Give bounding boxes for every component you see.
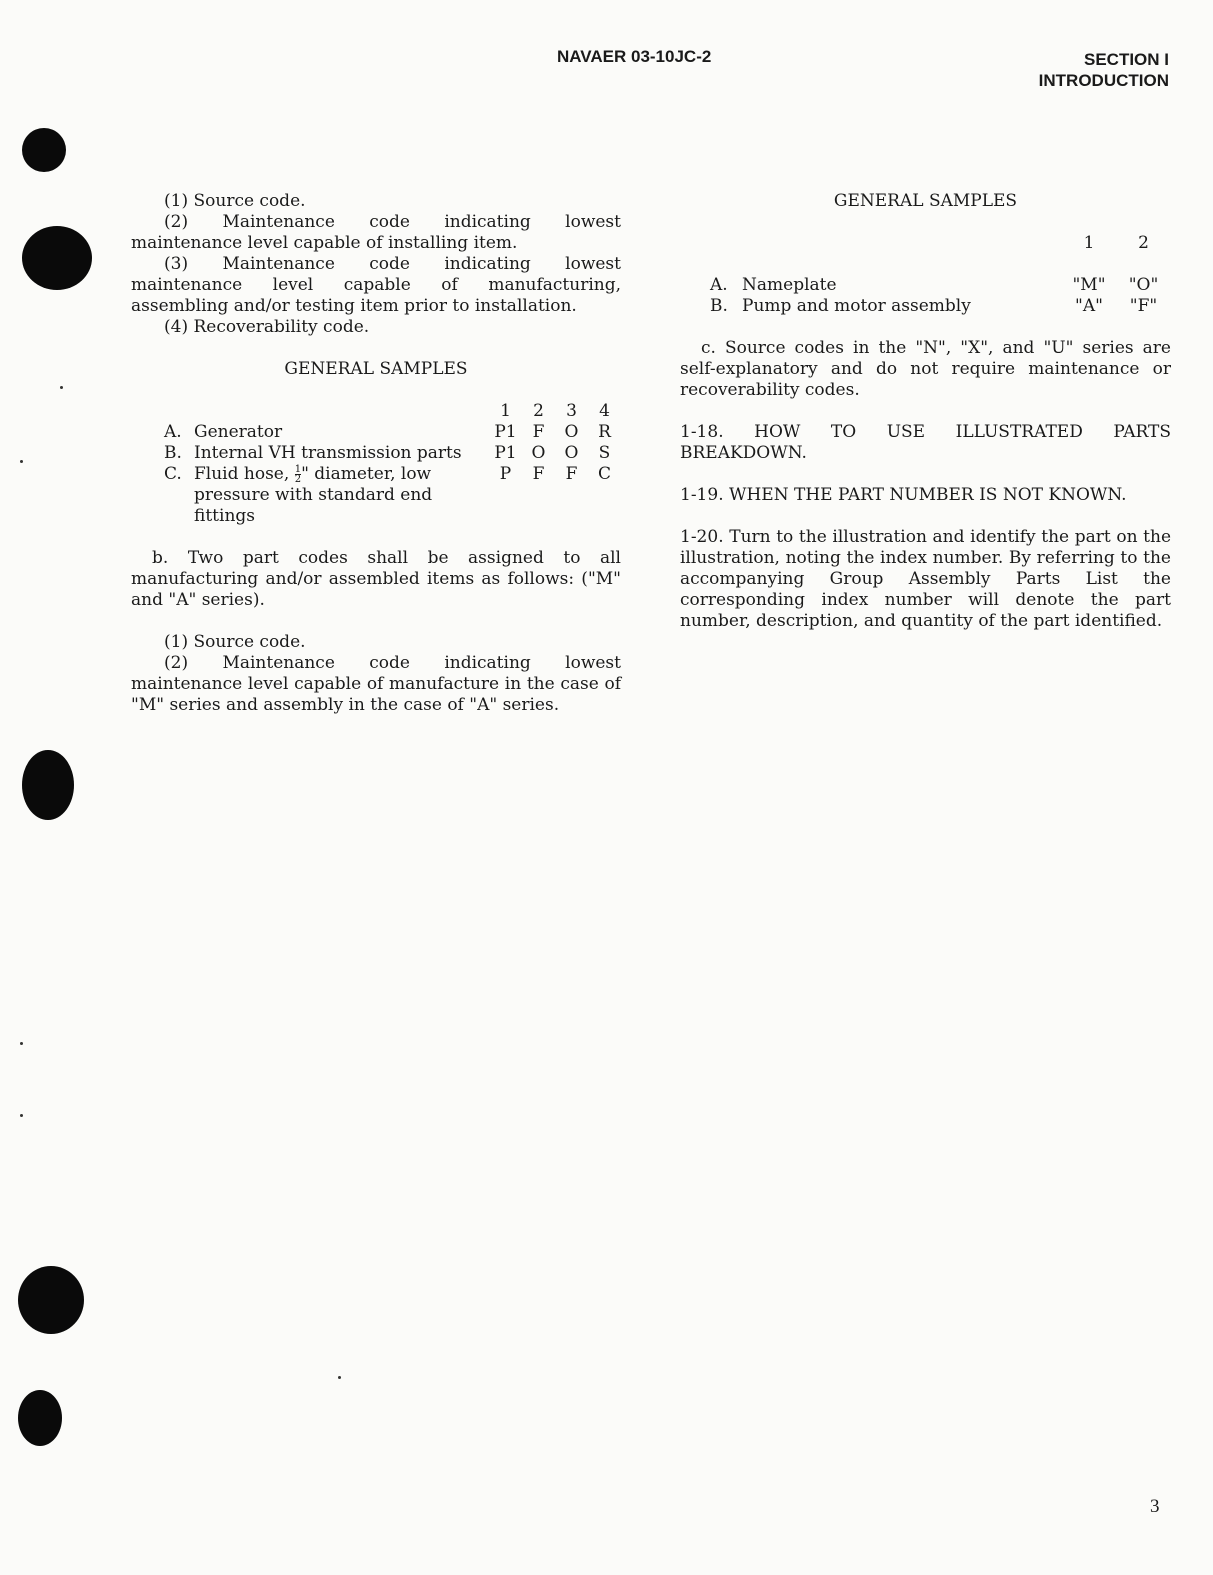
paragraph-c: c. Source codes in the "N", "X", and "U" series are self-explanatory and do not require maintenance or recoverability codes.	[680, 338, 1171, 400]
code-cell: F	[532, 464, 545, 484]
list-item: (2) Maintenance code indicating lowest maintenance level capable of installing item.	[131, 212, 621, 253]
code-cell: C	[597, 464, 611, 484]
code-cell: O	[564, 443, 579, 463]
row-description: Nameplate	[742, 275, 837, 295]
code-cell: F	[565, 464, 578, 484]
code-cell: F	[532, 422, 545, 442]
section-title: INTRODUCTION	[1038, 71, 1169, 90]
scan-speck	[20, 1114, 23, 1117]
row-description: Internal VH transmission parts	[194, 443, 462, 463]
samples-heading: GENERAL SAMPLES	[284, 359, 468, 379]
fraction-denominator: 2	[294, 474, 302, 485]
code-cell: "F"	[1129, 296, 1158, 316]
row-letter: A.	[710, 275, 728, 295]
code-cell: "M"	[1072, 275, 1106, 295]
scan-speck	[20, 460, 23, 463]
code-cell: P1	[494, 443, 517, 463]
code-cell: R	[598, 422, 611, 442]
paragraph-b: b. Two part codes shall be assigned to all manufacturing and/or assembled items as follows: ("M" and "A" series).	[131, 548, 621, 610]
samples-table	[710, 233, 1171, 317]
binder-hole	[18, 1390, 62, 1446]
code-cell: O	[531, 443, 546, 463]
table-header-row	[164, 401, 621, 422]
table-row	[164, 443, 621, 464]
column-header: 3	[566, 401, 577, 421]
row-description: Generator	[194, 422, 283, 442]
code-cell: O	[564, 422, 579, 442]
column-header: 1	[500, 401, 511, 421]
scan-speck	[338, 1376, 341, 1379]
fraction-numerator: 1	[294, 464, 302, 475]
row-letter: A.	[164, 422, 182, 442]
row-letter: B.	[710, 296, 728, 316]
description-text: " diameter, low pressure with standard end fittings	[194, 464, 433, 526]
section-heading: 1-19. WHEN THE PART NUMBER IS NOT KNOWN.	[680, 485, 1127, 505]
right-column	[680, 191, 1171, 632]
table-row	[164, 422, 621, 443]
binder-hole	[22, 226, 92, 290]
code-cell: S	[598, 443, 611, 463]
table-row	[164, 464, 621, 527]
document-number: NAVAER 03-10JC-2	[557, 47, 712, 66]
list-item: (4) Recoverability code.	[164, 317, 370, 337]
row-letter: C.	[164, 464, 182, 484]
column-header: 2	[1138, 233, 1149, 253]
list-item: (1) Source code.	[164, 632, 306, 652]
table-row	[710, 296, 1171, 317]
row-description	[194, 464, 489, 527]
table-row	[710, 275, 1171, 296]
section-label: SECTION I	[1083, 50, 1169, 69]
column-header: 1	[1083, 233, 1095, 253]
code-cell: P	[499, 464, 512, 484]
samples-heading: GENERAL SAMPLES	[833, 191, 1018, 211]
binder-hole	[22, 750, 74, 820]
page-number: 3	[1150, 1496, 1160, 1517]
scan-speck	[60, 386, 63, 389]
list-item: (1) Source code.	[164, 191, 306, 211]
column-header: 2	[533, 401, 544, 421]
code-cell: "A"	[1075, 296, 1103, 316]
row-description: Pump and motor assembly	[742, 296, 971, 316]
binder-hole	[18, 1266, 84, 1334]
list-item: (3) Maintenance code indicating lowest maintenance level capable of manufacturing, assembling and/or testing item prior to installation.	[131, 254, 621, 316]
section-heading: 1-18. HOW TO USE ILLUSTRATED PARTS BREAKDOWN.	[680, 422, 1171, 463]
row-letter: B.	[164, 443, 182, 463]
binder-hole	[22, 128, 66, 172]
code-cell: "O"	[1128, 275, 1159, 295]
description-text: Fluid hose,	[194, 464, 290, 484]
scan-speck	[20, 1042, 23, 1045]
column-header: 4	[599, 401, 610, 421]
left-column	[131, 191, 621, 716]
paragraph-1-20: 1-20. Turn to the illustration and identify the part on the illustration, noting the index number. By referring to the accompanying Group Assembly Parts List the corresponding index number will denote the part number, description, and quantity of the part identified.	[680, 527, 1171, 631]
table-header-row	[710, 233, 1171, 254]
samples-table	[164, 401, 621, 527]
list-item: (2) Maintenance code indicating lowest maintenance level capable of manufacture in the case of "M" series and assembly in the case of "A" series.	[131, 653, 621, 715]
code-cell: P1	[494, 422, 517, 442]
